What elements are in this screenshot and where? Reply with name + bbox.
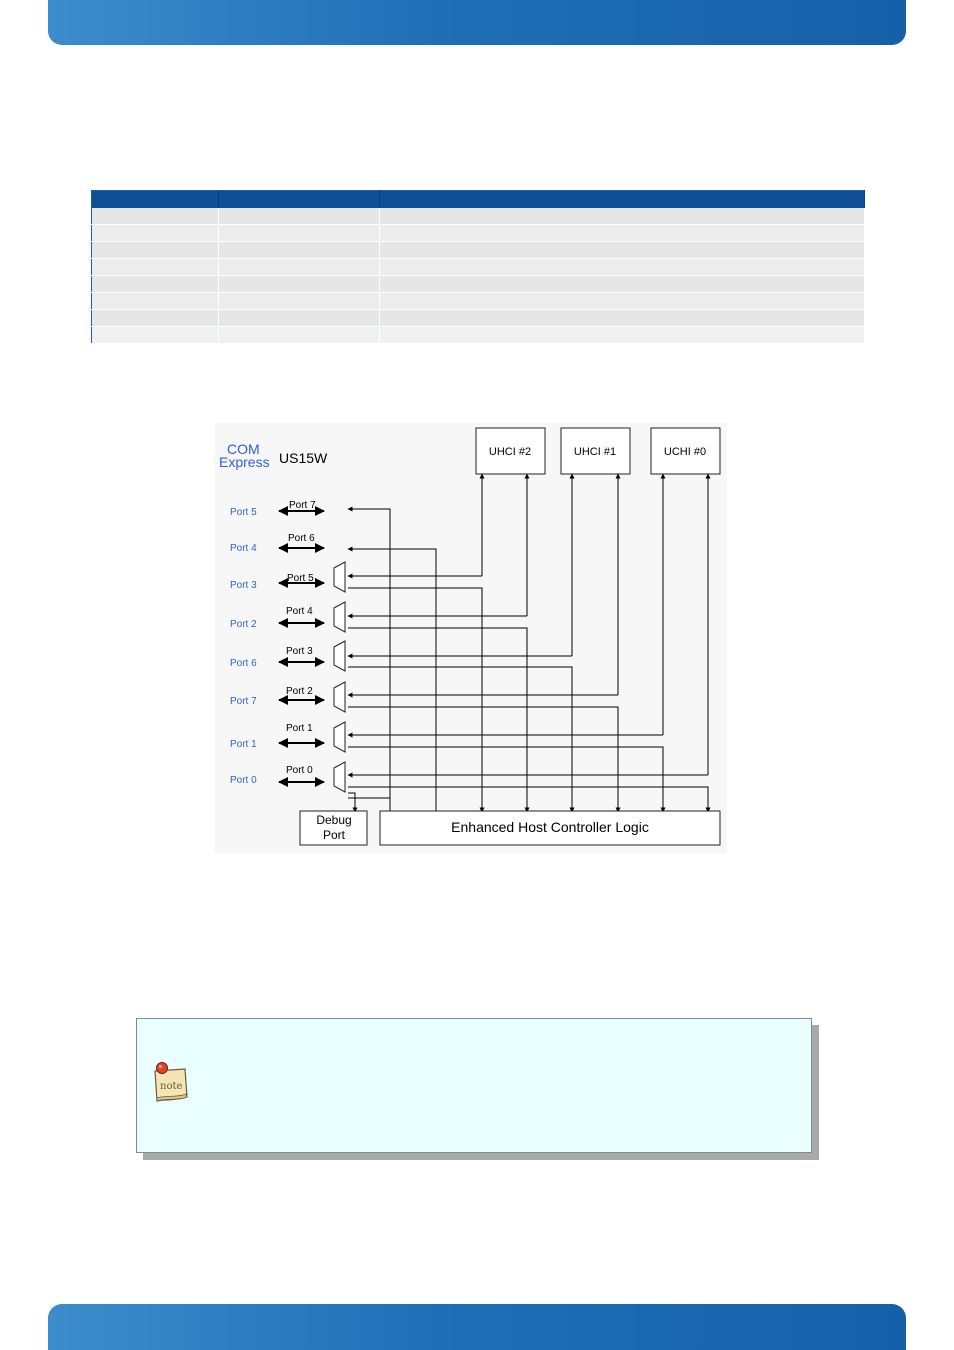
- chip-port-label: Port 7: [289, 500, 316, 511]
- footer-band: [48, 1304, 906, 1350]
- com-port-label: Port 4: [230, 543, 257, 554]
- chipset-label: US15W: [279, 450, 328, 466]
- com-port-label: Port 7: [230, 696, 257, 707]
- table-header-row: [92, 191, 865, 209]
- table-row: [92, 276, 865, 293]
- header-band: [48, 0, 906, 45]
- table-row: [92, 242, 865, 259]
- usb-port-mapping-diagram: [215, 423, 727, 853]
- debug-port-label-2: Port: [322, 828, 346, 842]
- note-icon-text: note: [160, 1081, 183, 1092]
- note-icon: [151, 1061, 191, 1105]
- com-port-label: Port 6: [230, 658, 257, 669]
- chip-port-label: Port 5: [287, 573, 314, 584]
- table-row: [92, 310, 865, 327]
- com-port-label: Port 3: [230, 580, 257, 591]
- chip-port-label: Port 1: [286, 723, 313, 734]
- com-port-label: Port 2: [230, 619, 257, 630]
- ehci-label: Enhanced Host Controller Logic: [451, 819, 649, 835]
- debug-port-label-1: Debug: [316, 813, 352, 827]
- com-port-label: Port 0: [230, 775, 257, 786]
- usb-port-table: [91, 190, 865, 344]
- table-row: [92, 327, 865, 344]
- chip-port-label: Port 4: [286, 606, 313, 617]
- com-express-label-2: Express: [219, 454, 270, 470]
- table-row: [92, 293, 865, 310]
- chip-port-label: Port 2: [286, 686, 313, 697]
- chip-port-label: Port 0: [286, 765, 313, 776]
- note-box: [136, 1018, 812, 1153]
- chip-port-label: Port 3: [286, 646, 313, 657]
- table-row: [92, 259, 865, 276]
- uhci2-label: UHCI #2: [488, 446, 532, 458]
- com-express-label-1: COM: [227, 441, 260, 457]
- table-row: [92, 225, 865, 242]
- chip-port-label: Port 6: [288, 533, 315, 544]
- com-port-label: Port 5: [230, 507, 257, 518]
- uhci1-label: UHCI #1: [573, 446, 617, 458]
- com-port-label: Port 1: [230, 739, 257, 750]
- table-row: [92, 208, 865, 225]
- uchi0-label: UCHI #0: [663, 446, 707, 458]
